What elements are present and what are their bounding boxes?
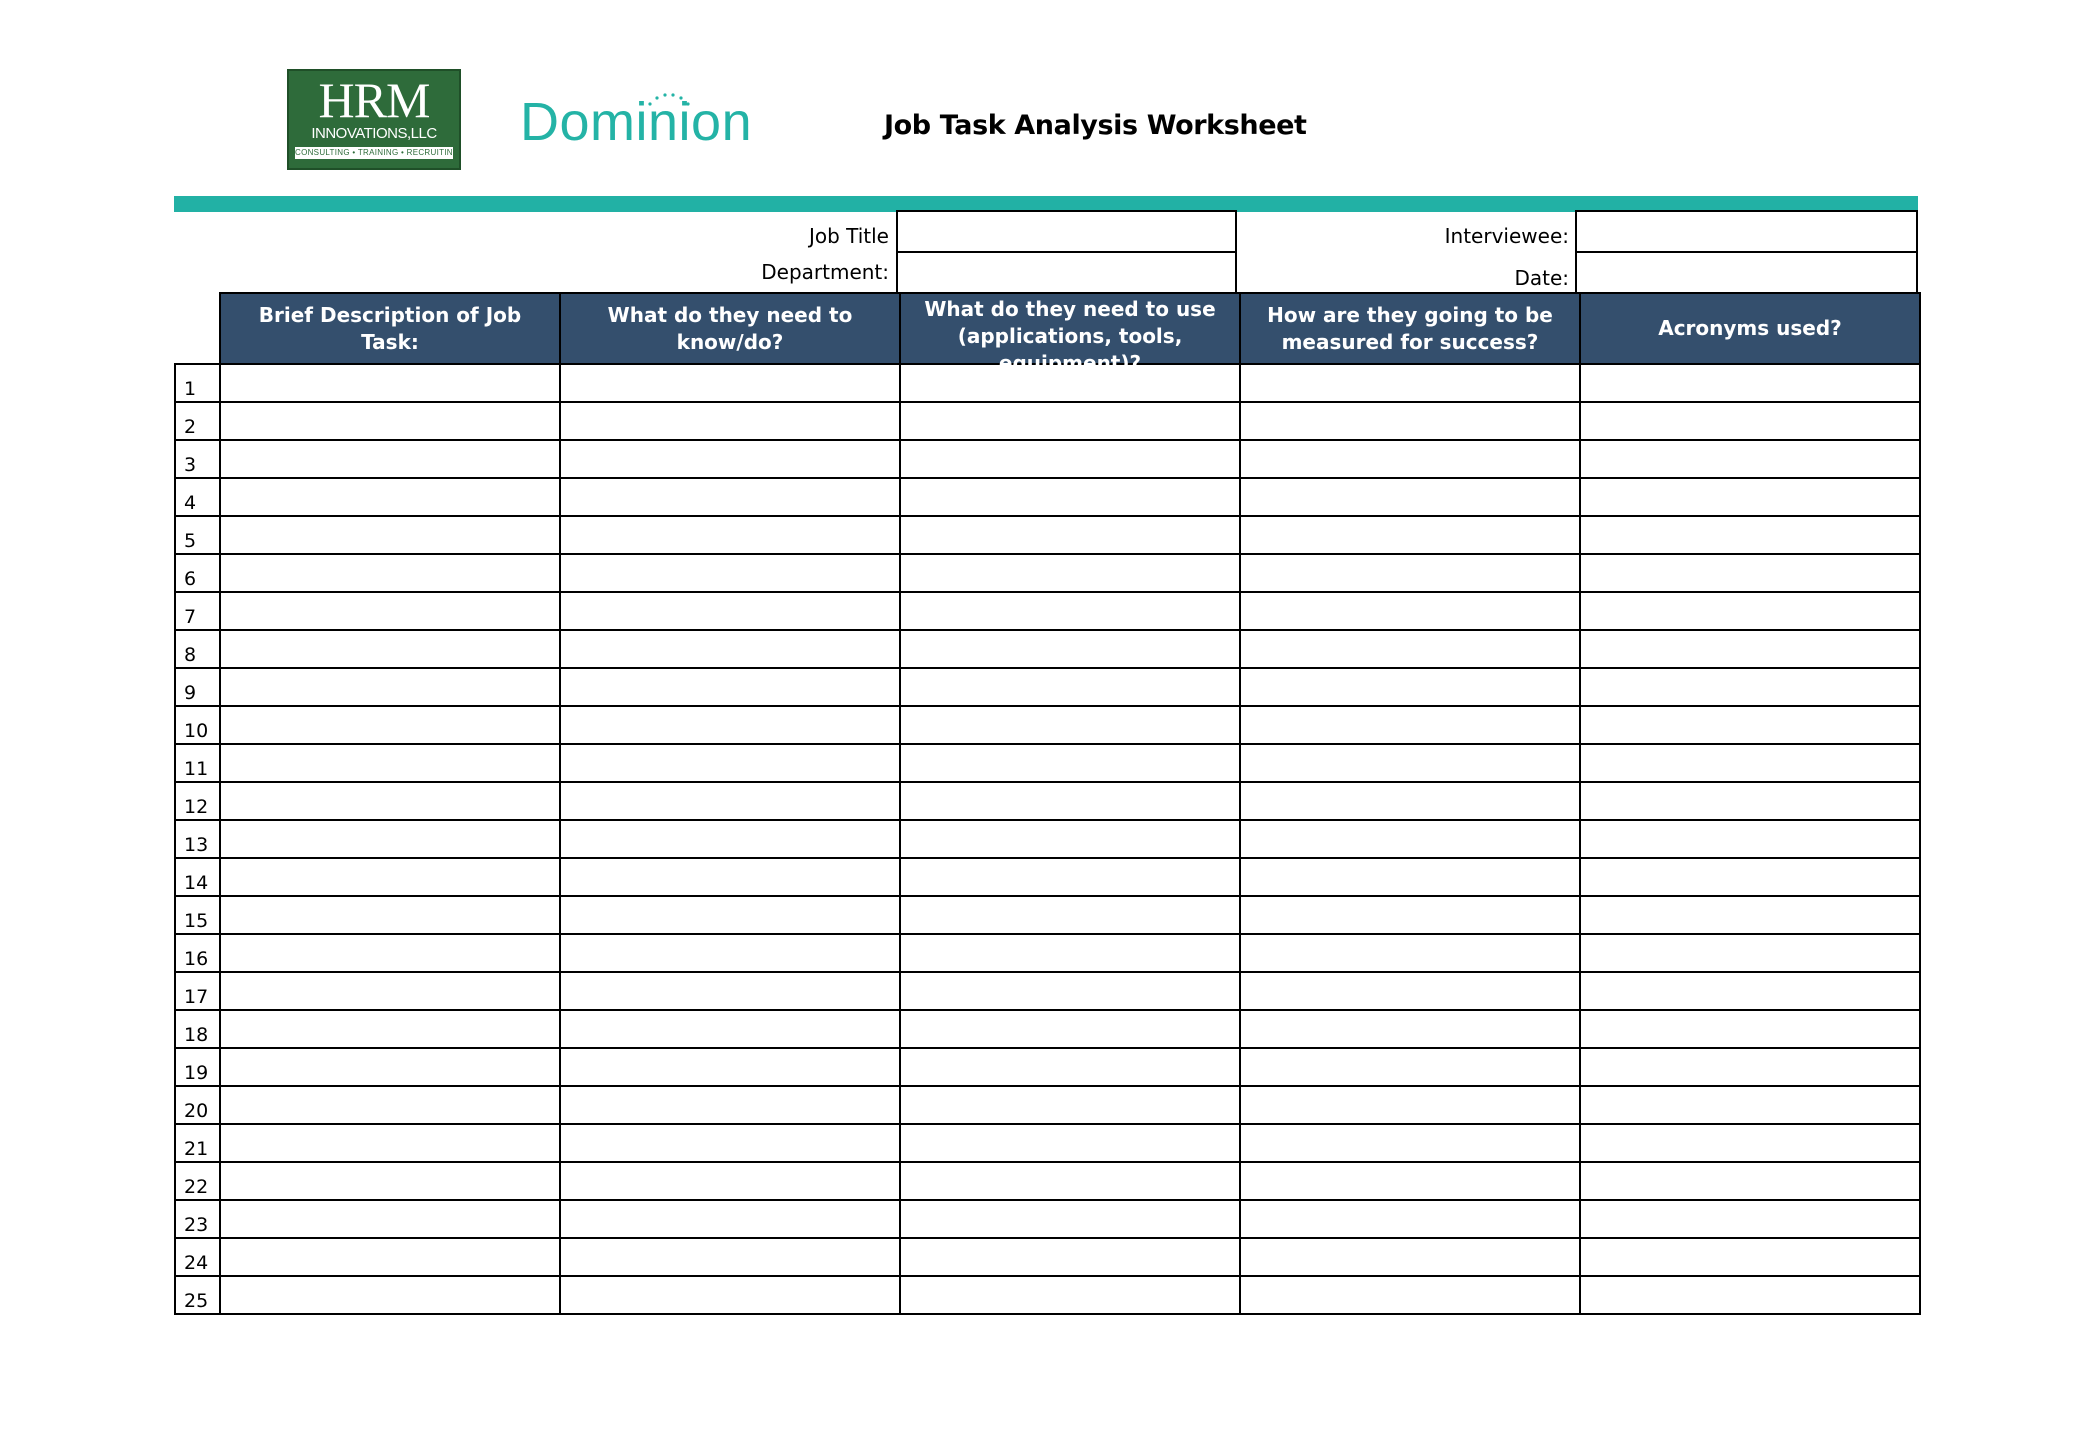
table-row — [175, 972, 1920, 1010]
hrm-innovations-logo — [287, 69, 461, 170]
cell-know-do[interactable] — [560, 706, 900, 744]
cell-acronyms[interactable] — [1580, 478, 1920, 516]
column-header-success-measure: How are they going to be measured for success? — [1240, 293, 1580, 364]
hrm-logo-sub-text: INNOVATIONS,LLC — [311, 125, 437, 142]
cell-task-description[interactable] — [220, 402, 560, 440]
dominion-logo-text: Dominion — [520, 92, 753, 152]
cell-tools-used[interactable] — [900, 668, 1240, 706]
cell-success-measure[interactable] — [1240, 554, 1580, 592]
cell-task-description[interactable] — [220, 478, 560, 516]
row-number: 10 — [175, 706, 220, 744]
cell-acronyms[interactable] — [1580, 402, 1920, 440]
interviewee-field[interactable] — [1575, 210, 1918, 253]
cell-tools-used[interactable] — [900, 1048, 1240, 1086]
cell-task-description[interactable] — [220, 782, 560, 820]
hrm-logo-main-text: HRM — [318, 72, 430, 128]
row-number: 8 — [175, 630, 220, 668]
table-row — [175, 1086, 1920, 1124]
cell-success-measure[interactable] — [1240, 858, 1580, 896]
department-label: Department: — [761, 260, 889, 284]
table-row — [175, 744, 1920, 782]
cell-acronyms[interactable] — [1580, 782, 1920, 820]
cell-tools-used[interactable] — [900, 858, 1240, 896]
table-row — [175, 934, 1920, 972]
cell-task-description[interactable] — [220, 934, 560, 972]
cell-tools-used[interactable] — [900, 402, 1240, 440]
cell-know-do[interactable] — [560, 1048, 900, 1086]
cell-task-description[interactable] — [220, 1276, 560, 1314]
cell-acronyms[interactable] — [1580, 364, 1920, 402]
cell-tools-used[interactable] — [900, 1238, 1240, 1276]
row-number: 20 — [175, 1086, 220, 1124]
cell-know-do[interactable] — [560, 858, 900, 896]
cell-know-do[interactable] — [560, 592, 900, 630]
cell-acronyms[interactable] — [1580, 896, 1920, 934]
cell-know-do[interactable] — [560, 1086, 900, 1124]
row-number: 24 — [175, 1238, 220, 1276]
row-number: 21 — [175, 1124, 220, 1162]
cell-know-do[interactable] — [560, 782, 900, 820]
table-row — [175, 1238, 1920, 1276]
table-row — [175, 668, 1920, 706]
cell-acronyms[interactable] — [1580, 630, 1920, 668]
cell-success-measure[interactable] — [1240, 516, 1580, 554]
cell-task-description[interactable] — [220, 1010, 560, 1048]
row-number: 9 — [175, 668, 220, 706]
cell-success-measure[interactable] — [1240, 896, 1580, 934]
cell-know-do[interactable] — [560, 744, 900, 782]
cell-tools-used[interactable] — [900, 782, 1240, 820]
cell-success-measure[interactable] — [1240, 820, 1580, 858]
cell-know-do[interactable] — [560, 630, 900, 668]
table-row — [175, 858, 1920, 896]
cell-tools-used[interactable] — [900, 554, 1240, 592]
cell-know-do[interactable] — [560, 1124, 900, 1162]
cell-tools-used[interactable] — [900, 630, 1240, 668]
cell-task-description[interactable] — [220, 1238, 560, 1276]
cell-success-measure[interactable] — [1240, 1162, 1580, 1200]
cell-success-measure[interactable] — [1240, 402, 1580, 440]
cell-success-measure[interactable] — [1240, 668, 1580, 706]
cell-acronyms[interactable] — [1580, 592, 1920, 630]
cell-know-do[interactable] — [560, 516, 900, 554]
job-title-field[interactable] — [896, 210, 1237, 253]
row-number: 4 — [175, 478, 220, 516]
cell-acronyms[interactable] — [1580, 820, 1920, 858]
cell-know-do[interactable] — [560, 478, 900, 516]
cell-know-do[interactable] — [560, 1276, 900, 1314]
table-row — [175, 782, 1920, 820]
cell-task-description[interactable] — [220, 364, 560, 402]
cell-know-do[interactable] — [560, 934, 900, 972]
cell-success-measure[interactable] — [1240, 440, 1580, 478]
row-number: 12 — [175, 782, 220, 820]
cell-acronyms[interactable] — [1580, 554, 1920, 592]
cell-success-measure[interactable] — [1240, 782, 1580, 820]
row-number: 5 — [175, 516, 220, 554]
cell-acronyms[interactable] — [1580, 516, 1920, 554]
cell-acronyms[interactable] — [1580, 744, 1920, 782]
row-number: 14 — [175, 858, 220, 896]
cell-tools-used[interactable] — [900, 896, 1240, 934]
row-number: 3 — [175, 440, 220, 478]
cell-know-do[interactable] — [560, 1010, 900, 1048]
column-header-acronyms: Acronyms used? — [1580, 293, 1920, 364]
cell-task-description[interactable] — [220, 744, 560, 782]
cell-acronyms[interactable] — [1580, 1200, 1920, 1238]
cell-know-do[interactable] — [560, 554, 900, 592]
cell-task-description[interactable] — [220, 516, 560, 554]
cell-success-measure[interactable] — [1240, 1124, 1580, 1162]
row-number: 7 — [175, 592, 220, 630]
table-row — [175, 1010, 1920, 1048]
interviewee-label: Interviewee: — [1444, 224, 1569, 248]
row-number: 6 — [175, 554, 220, 592]
cell-acronyms[interactable] — [1580, 934, 1920, 972]
row-number: 2 — [175, 402, 220, 440]
cell-task-description[interactable] — [220, 592, 560, 630]
cell-acronyms[interactable] — [1580, 972, 1920, 1010]
job-task-table — [174, 292, 1921, 1315]
job-title-label: Job Title — [808, 224, 889, 248]
cell-know-do[interactable] — [560, 364, 900, 402]
cell-task-description[interactable] — [220, 972, 560, 1010]
cell-acronyms[interactable] — [1580, 706, 1920, 744]
cell-tools-used[interactable] — [900, 934, 1240, 972]
cell-know-do[interactable] — [560, 402, 900, 440]
cell-success-measure[interactable] — [1240, 1276, 1580, 1314]
column-header-task-description: Brief Description of Job Task: — [220, 293, 560, 364]
date-label: Date: — [1514, 266, 1569, 290]
table-row — [175, 630, 1920, 668]
cell-know-do[interactable] — [560, 1238, 900, 1276]
row-number: 18 — [175, 1010, 220, 1048]
cell-tools-used[interactable] — [900, 478, 1240, 516]
cell-acronyms[interactable] — [1580, 440, 1920, 478]
cell-tools-used[interactable] — [900, 706, 1240, 744]
cell-acronyms[interactable] — [1580, 1086, 1920, 1124]
cell-task-description[interactable] — [220, 858, 560, 896]
cell-tools-used[interactable] — [900, 1200, 1240, 1238]
cell-task-description[interactable] — [220, 820, 560, 858]
cell-know-do[interactable] — [560, 820, 900, 858]
cell-acronyms[interactable] — [1580, 1124, 1920, 1162]
cell-success-measure[interactable] — [1240, 744, 1580, 782]
cell-task-description[interactable] — [220, 1200, 560, 1238]
date-field[interactable] — [1575, 251, 1918, 294]
cell-success-measure[interactable] — [1240, 706, 1580, 744]
table-row — [175, 1276, 1920, 1314]
cell-task-description[interactable] — [220, 896, 560, 934]
cell-task-description[interactable] — [220, 706, 560, 744]
column-header-know-do: What do they need to know/do? — [560, 293, 900, 364]
cell-success-measure[interactable] — [1240, 630, 1580, 668]
cell-success-measure[interactable] — [1240, 364, 1580, 402]
cell-task-description[interactable] — [220, 1124, 560, 1162]
row-number-header — [175, 293, 220, 364]
cell-know-do[interactable] — [560, 440, 900, 478]
table-header-row — [175, 293, 1920, 364]
cell-tools-used[interactable] — [900, 440, 1240, 478]
row-number: 17 — [175, 972, 220, 1010]
cell-acronyms[interactable] — [1580, 1276, 1920, 1314]
table-row — [175, 478, 1920, 516]
cell-tools-used[interactable] — [900, 592, 1240, 630]
cell-tools-used[interactable] — [900, 1276, 1240, 1314]
cell-task-description[interactable] — [220, 440, 560, 478]
cell-tools-used[interactable] — [900, 744, 1240, 782]
cell-tools-used[interactable] — [900, 820, 1240, 858]
cell-acronyms[interactable] — [1580, 1238, 1920, 1276]
cell-success-measure[interactable] — [1240, 934, 1580, 972]
cell-know-do[interactable] — [560, 896, 900, 934]
cell-know-do[interactable] — [560, 668, 900, 706]
cell-tools-used[interactable] — [900, 972, 1240, 1010]
row-number: 25 — [175, 1276, 220, 1314]
dominion-logo — [520, 86, 775, 156]
row-number: 16 — [175, 934, 220, 972]
cell-task-description[interactable] — [220, 1048, 560, 1086]
hrm-logo-tagline: CONSULTING • TRAINING • RECRUITING — [295, 148, 460, 157]
page-title: Job Task Analysis Worksheet — [884, 110, 1307, 141]
cell-acronyms[interactable] — [1580, 858, 1920, 896]
table-row — [175, 820, 1920, 858]
cell-task-description[interactable] — [220, 554, 560, 592]
table-row — [175, 1200, 1920, 1238]
row-number: 23 — [175, 1200, 220, 1238]
table-row — [175, 516, 1920, 554]
cell-success-measure[interactable] — [1240, 592, 1580, 630]
column-header-tools-used: What do they need to use (applications, tools, equipment)? — [900, 293, 1240, 364]
cell-tools-used[interactable] — [900, 1162, 1240, 1200]
cell-tools-used[interactable] — [900, 1086, 1240, 1124]
table-row — [175, 1162, 1920, 1200]
table-row — [175, 896, 1920, 934]
row-number: 11 — [175, 744, 220, 782]
table-row — [175, 1048, 1920, 1086]
cell-acronyms[interactable] — [1580, 1010, 1920, 1048]
row-number: 22 — [175, 1162, 220, 1200]
cell-task-description[interactable] — [220, 668, 560, 706]
row-number: 15 — [175, 896, 220, 934]
table-row — [175, 554, 1920, 592]
cell-know-do[interactable] — [560, 1162, 900, 1200]
department-field[interactable] — [896, 251, 1237, 294]
cell-tools-used[interactable] — [900, 1010, 1240, 1048]
cell-know-do[interactable] — [560, 972, 900, 1010]
table-row — [175, 592, 1920, 630]
table-row — [175, 440, 1920, 478]
table-row — [175, 1124, 1920, 1162]
cell-success-measure[interactable] — [1240, 1200, 1580, 1238]
table-row — [175, 706, 1920, 744]
cell-acronyms[interactable] — [1580, 668, 1920, 706]
cell-success-measure[interactable] — [1240, 972, 1580, 1010]
cell-task-description[interactable] — [220, 1162, 560, 1200]
row-number: 19 — [175, 1048, 220, 1086]
cell-tools-used[interactable] — [900, 1124, 1240, 1162]
cell-know-do[interactable] — [560, 1200, 900, 1238]
cell-success-measure[interactable] — [1240, 1086, 1580, 1124]
row-number: 1 — [175, 364, 220, 402]
cell-task-description[interactable] — [220, 630, 560, 668]
row-number: 13 — [175, 820, 220, 858]
cell-success-measure[interactable] — [1240, 1238, 1580, 1276]
cell-success-measure[interactable] — [1240, 1010, 1580, 1048]
cell-success-measure[interactable] — [1240, 1048, 1580, 1086]
cell-tools-used[interactable] — [900, 516, 1240, 554]
cell-acronyms[interactable] — [1580, 1048, 1920, 1086]
table-row — [175, 402, 1920, 440]
cell-acronyms[interactable] — [1580, 1162, 1920, 1200]
cell-task-description[interactable] — [220, 1086, 560, 1124]
cell-success-measure[interactable] — [1240, 478, 1580, 516]
